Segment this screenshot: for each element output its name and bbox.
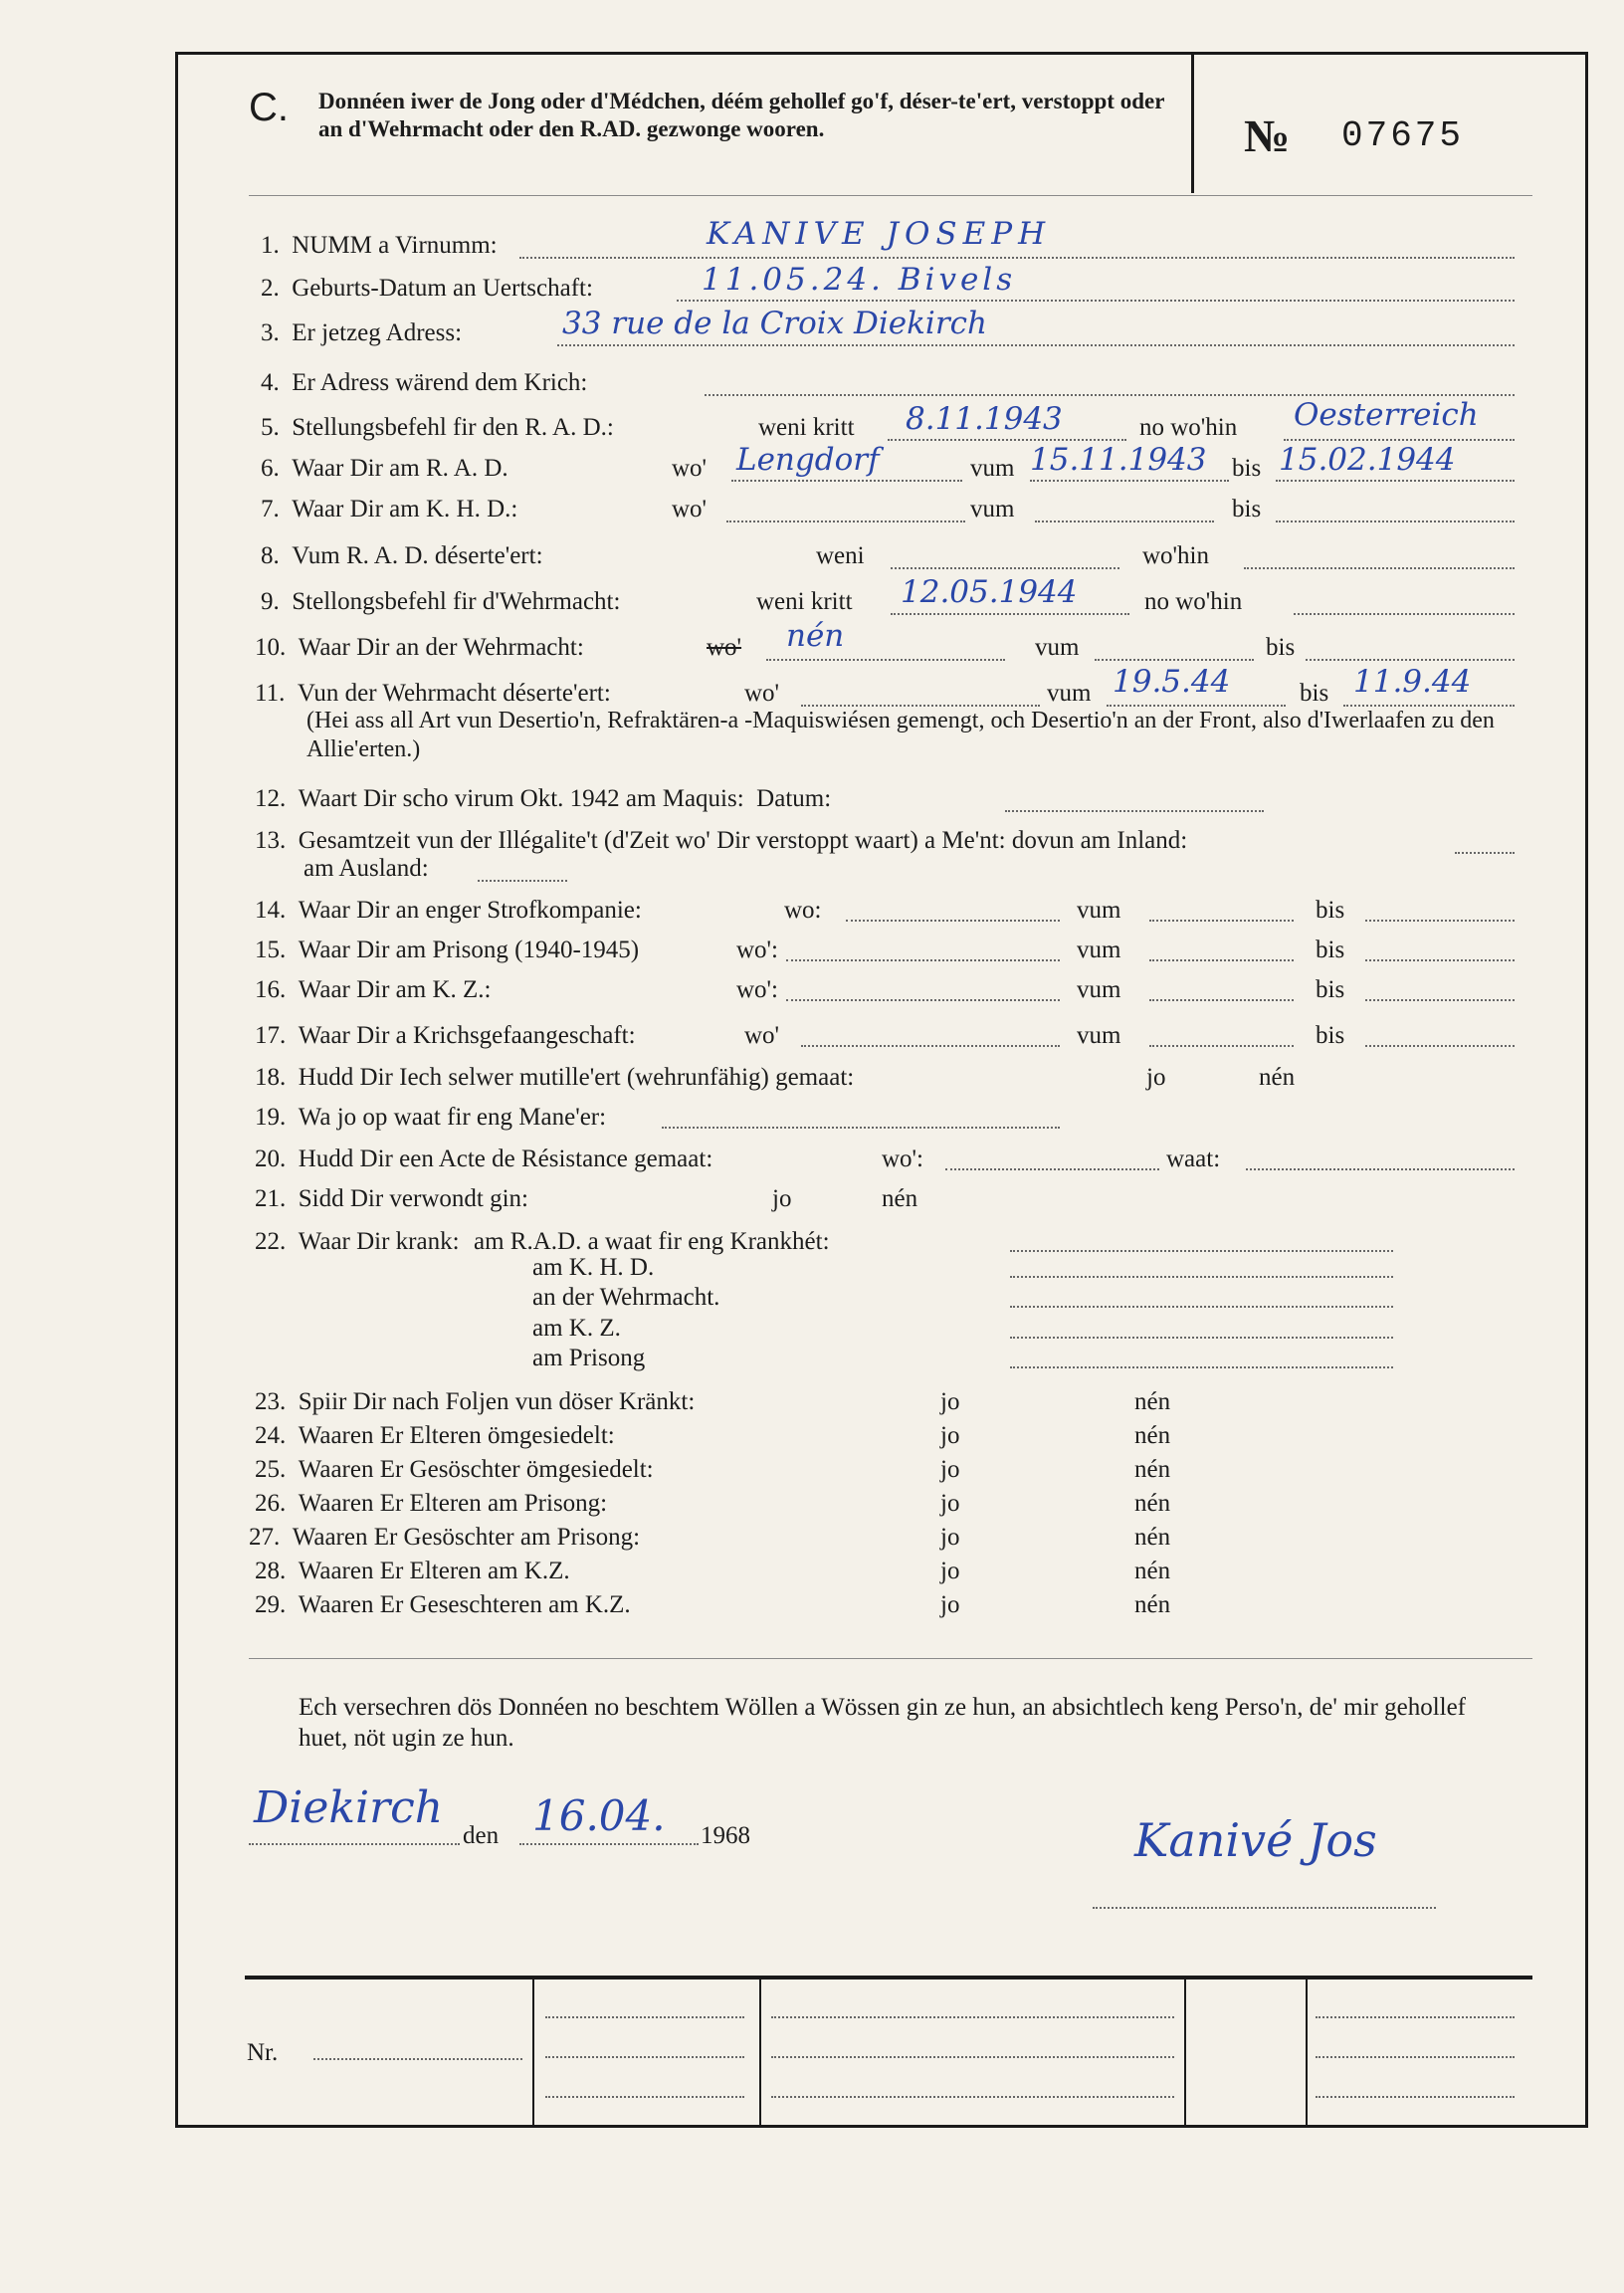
row-5: 5. Stellungsbefehl fir den R. A. D.: bbox=[261, 414, 614, 441]
footer-col-4 bbox=[1306, 1978, 1308, 2125]
number-sign: № bbox=[1244, 110, 1291, 161]
row-23-nen[interactable]: nén bbox=[1134, 1388, 1171, 1415]
row-15-bis-line bbox=[1365, 959, 1515, 961]
row-16: 16. Waar Dir am K. Z.: bbox=[255, 976, 492, 1003]
place-line bbox=[249, 1843, 460, 1845]
row-20: 20. Hudd Dir een Acte de Résistance gemaat: bbox=[255, 1146, 713, 1172]
row-22-line-5 bbox=[1010, 1366, 1393, 1368]
frame-right-border bbox=[1585, 52, 1588, 2128]
number-box-divider bbox=[1191, 52, 1194, 193]
row-22-sub-wehrmacht: an der Wehrmacht. bbox=[532, 1284, 720, 1311]
row-17-wo-label: wo' bbox=[744, 1022, 780, 1049]
row-9-wohin-label: no wo'hin bbox=[1144, 588, 1243, 615]
row-17-vum-line bbox=[1149, 1045, 1294, 1047]
row-25-jo[interactable]: jo bbox=[940, 1456, 960, 1483]
row-16-bis-label: bis bbox=[1316, 976, 1345, 1003]
row-14-vum-label: vum bbox=[1077, 897, 1121, 924]
row-21-jo[interactable]: jo bbox=[772, 1185, 792, 1212]
row-18-jo[interactable]: jo bbox=[1146, 1064, 1166, 1091]
row-17: 17. Waar Dir a Krichsgefaangeschaft: bbox=[255, 1022, 636, 1049]
signature[interactable]: Kanivé Jos bbox=[1134, 1813, 1377, 1867]
row-8-weni-label: weni bbox=[816, 542, 865, 569]
row-22-line-2 bbox=[1010, 1276, 1393, 1278]
row-10: 10. Waar Dir an der Wehrmacht: bbox=[255, 634, 584, 661]
row-8: 8. Vum R. A. D. déserte'ert: bbox=[261, 542, 543, 569]
row-22-line-3 bbox=[1010, 1306, 1393, 1308]
row-7-bis-label: bis bbox=[1232, 496, 1262, 522]
row-5-wohin-line bbox=[1284, 439, 1515, 441]
row-11-bis-label: bis bbox=[1300, 680, 1329, 707]
row-8-weni-line bbox=[891, 567, 1119, 569]
row-24-nen[interactable]: nén bbox=[1134, 1422, 1171, 1449]
section-letter: C. bbox=[249, 86, 289, 129]
row-3-line bbox=[557, 344, 1515, 346]
row-11-vum-label: vum bbox=[1047, 680, 1092, 707]
row-3: 3. Er jetzeg Adress: bbox=[261, 319, 463, 346]
row-21-nen[interactable]: nén bbox=[882, 1185, 918, 1212]
signature-year: 1968 bbox=[701, 1822, 750, 1849]
row-9-weni-line bbox=[891, 613, 1129, 615]
footer-col4-line-2 bbox=[1316, 2056, 1515, 2058]
row-7-bis-line bbox=[1276, 521, 1515, 522]
row-9: 9. Stellongsbefehl fir d'Wehrmacht: bbox=[261, 588, 621, 615]
row-1: 1. NUMM a Virnumm: bbox=[261, 232, 498, 259]
row-28-jo[interactable]: jo bbox=[940, 1558, 960, 1584]
row-6-wo-label: wo' bbox=[672, 455, 708, 482]
row-20-waat-label: waat: bbox=[1166, 1146, 1221, 1172]
row-1-answer[interactable]: KANIVE JOSEPH bbox=[707, 216, 1052, 252]
row-5-weni-label: weni kritt bbox=[758, 414, 855, 441]
row-10-bis-label: bis bbox=[1266, 634, 1296, 661]
row-24-jo[interactable]: jo bbox=[940, 1422, 960, 1449]
form-intro: Donnéen iwer de Jong oder d'Médchen, déém gehollef go'f, déser-te'ert, verstoppt oder an d'Wehrmacht oder den R.AD. gezwonge wooren. bbox=[318, 89, 1165, 141]
row-15-bis-label: bis bbox=[1316, 937, 1345, 963]
row-19: 19. Wa jo op waat fir eng Mane'er: bbox=[255, 1104, 607, 1131]
row-10-wo-answer[interactable]: nén bbox=[786, 618, 845, 654]
row-5-wohin-label: no wo'hin bbox=[1139, 414, 1238, 441]
row-27: 27. Waaren Er Gesöschter am Prisong: bbox=[249, 1524, 641, 1551]
footer-col-1 bbox=[532, 1978, 534, 2125]
row-6: 6. Waar Dir am R. A. D. bbox=[261, 455, 508, 482]
date-line bbox=[519, 1843, 699, 1845]
row-26-nen[interactable]: nén bbox=[1134, 1490, 1171, 1517]
row-22-line-4 bbox=[1010, 1337, 1393, 1339]
row-7-vum-label: vum bbox=[970, 496, 1015, 522]
row-13: 13. Gesamtzeit vun der Illégalite't (d'Zeit wo' Dir verstoppt waart) a Me'nt: dovun am Inland: bbox=[255, 827, 1188, 854]
row-14-wo-label: wo: bbox=[784, 897, 822, 924]
row-8-wohin-label: wo'hin bbox=[1142, 542, 1210, 569]
footer-col-2 bbox=[759, 1978, 761, 2125]
row-10-wo-label: wo' bbox=[707, 634, 742, 661]
footer-col1-line-3 bbox=[545, 2096, 744, 2098]
row-10-bis-line bbox=[1306, 659, 1515, 661]
footer-rule bbox=[245, 1976, 1532, 1980]
row-6-wo-answer[interactable]: Lengdorf bbox=[736, 442, 880, 478]
row-7-wo-label: wo' bbox=[672, 496, 708, 522]
footer-col2-line-1 bbox=[771, 2016, 1174, 2018]
row-15-vum-label: vum bbox=[1077, 937, 1121, 963]
row-23-jo[interactable]: jo bbox=[940, 1388, 960, 1415]
row-7-vum-line bbox=[1035, 521, 1214, 522]
footer-col4-line-3 bbox=[1316, 2096, 1515, 2098]
row-22: 22. Waar Dir krank: bbox=[255, 1228, 460, 1255]
row-14-bis-line bbox=[1365, 920, 1515, 922]
row-2-answer[interactable]: 11.05.24. Bivels bbox=[702, 262, 1017, 298]
footer-col4-line-1 bbox=[1316, 2016, 1515, 2018]
row-3-answer[interactable]: 33 rue de la Croix Diekirch bbox=[562, 306, 987, 341]
row-22-line-1 bbox=[1010, 1250, 1393, 1252]
row-29-nen[interactable]: nén bbox=[1134, 1591, 1171, 1618]
row-15-vum-line bbox=[1149, 959, 1294, 961]
row-4-line bbox=[705, 394, 1515, 396]
signature-place[interactable]: Diekirch bbox=[254, 1782, 444, 1833]
row-1-line bbox=[519, 257, 1515, 259]
row-16-bis-line bbox=[1365, 999, 1515, 1001]
row-2: 2. Geburts-Datum an Uertschaft: bbox=[261, 275, 593, 302]
footer-col2-line-3 bbox=[771, 2096, 1174, 2098]
header-rule bbox=[249, 195, 1532, 196]
row-11-wo-label: wo' bbox=[744, 680, 780, 707]
row-17-bis-label: bis bbox=[1316, 1022, 1345, 1049]
row-18-nen[interactable]: nén bbox=[1259, 1064, 1296, 1091]
signature-line bbox=[1093, 1907, 1436, 1909]
row-17-vum-label: vum bbox=[1077, 1022, 1121, 1049]
row-10-vum-label: vum bbox=[1035, 634, 1080, 661]
row-26: 26. Waaren Er Elteren am Prisong: bbox=[255, 1490, 608, 1517]
row-16-vum-label: vum bbox=[1077, 976, 1121, 1003]
row-10-wo-line bbox=[766, 659, 1005, 661]
frame-bottom-border bbox=[175, 2125, 1588, 2128]
row-22-sub-rad: am R.A.D. a waat fir eng Krankhét: bbox=[474, 1228, 830, 1255]
row-23: 23. Spiir Dir nach Foljen vun döser Kränkt: bbox=[255, 1388, 696, 1415]
row-19-line bbox=[662, 1127, 1060, 1129]
signature-den-label: den bbox=[463, 1822, 500, 1849]
row-13-ausland-line bbox=[478, 880, 567, 882]
row-11: 11. Vun der Wehrmacht déserte'ert: bbox=[255, 680, 611, 707]
declaration-rule bbox=[249, 1658, 1532, 1659]
row-7-wo-line bbox=[726, 521, 965, 522]
row-10-vum-line bbox=[1095, 659, 1254, 661]
row-5-wohin-answer[interactable]: Oesterreich bbox=[1294, 397, 1479, 433]
row-5-weni-answer[interactable]: 8.11.1943 bbox=[906, 401, 1063, 437]
footer-nr-line[interactable] bbox=[313, 2058, 522, 2060]
row-14-wo-line bbox=[846, 920, 1060, 922]
row-18: 18. Hudd Dir Iech selwer mutille'ert (wehrunfähig) gemaat: bbox=[255, 1064, 855, 1091]
footer-col2-line-2 bbox=[771, 2056, 1174, 2058]
row-15: 15. Waar Dir am Prisong (1940-1945) bbox=[255, 937, 640, 963]
row-2-line bbox=[677, 300, 1515, 302]
row-6-bis-answer[interactable]: 15.02.1944 bbox=[1279, 442, 1456, 478]
row-6-vum-line bbox=[1030, 480, 1229, 482]
row-17-wo-line bbox=[801, 1045, 1060, 1047]
row-6-vum-label: vum bbox=[970, 455, 1015, 482]
row-24: 24. Waaren Er Elteren ömgesiedelt: bbox=[255, 1422, 615, 1449]
row-15-wo-line bbox=[786, 959, 1060, 961]
row-20-wo-label: wo': bbox=[882, 1146, 924, 1172]
row-20-waat-line bbox=[1246, 1168, 1515, 1170]
row-22-sub-khd: am K. H. D. bbox=[532, 1254, 655, 1281]
row-29: 29. Waaren Er Geseschteren am K.Z. bbox=[255, 1591, 631, 1618]
row-7: 7. Waar Dir am K. H. D.: bbox=[261, 496, 518, 522]
row-9-weni-answer[interactable]: 12.05.1944 bbox=[901, 574, 1078, 610]
row-25-nen[interactable]: nén bbox=[1134, 1456, 1171, 1483]
footer-col-3 bbox=[1184, 1978, 1186, 2125]
row-17-bis-line bbox=[1365, 1045, 1515, 1047]
row-4: 4. Er Adress wärend dem Krich: bbox=[261, 369, 588, 396]
row-22-sub-prisong: am Prisong bbox=[532, 1345, 646, 1371]
row-6-wo-line bbox=[731, 480, 962, 482]
row-27-nen[interactable]: nén bbox=[1134, 1524, 1171, 1551]
footer-col1-line-1 bbox=[545, 2016, 744, 2018]
row-5-weni-line bbox=[888, 439, 1126, 441]
signature-date[interactable]: 16.04. bbox=[532, 1791, 666, 1840]
form-number: 07675 bbox=[1341, 115, 1465, 156]
row-9-wohin-line bbox=[1294, 613, 1515, 615]
row-26-jo[interactable]: jo bbox=[940, 1490, 960, 1517]
row-15-wo-label: wo': bbox=[736, 937, 779, 963]
row-9-weni-label: weni kritt bbox=[756, 588, 853, 615]
row-16-vum-line bbox=[1149, 999, 1294, 1001]
row-16-wo-line bbox=[786, 999, 1060, 1001]
row-20-wo-line bbox=[945, 1168, 1159, 1170]
row-6-bis-label: bis bbox=[1232, 455, 1262, 482]
row-28-nen[interactable]: nén bbox=[1134, 1558, 1171, 1584]
row-16-wo-label: wo': bbox=[736, 976, 779, 1003]
frame-left-border bbox=[175, 52, 178, 2128]
row-13-inland-line bbox=[1455, 852, 1515, 854]
row-6-vum-answer[interactable]: 15.11.1943 bbox=[1030, 442, 1207, 478]
row-12-line bbox=[1005, 810, 1264, 812]
row-14-bis-label: bis bbox=[1316, 897, 1345, 924]
declaration-text: Ech versechren dös Donnéen no beschtem Wöllen a Wössen gin ze hun, an absichtlech keng Perso'n, de' mir gehollef huet, nöt ugin ze hun. bbox=[299, 1694, 1467, 1752]
row-22-sub-kz: am K. Z. bbox=[532, 1315, 621, 1342]
frame-top-border bbox=[175, 52, 1588, 55]
row-6-bis-line bbox=[1276, 480, 1515, 482]
row-8-wohin-line bbox=[1244, 567, 1515, 569]
row-11-note: (Hei ass all Art vun Desertio'n, Refraktären-a -Maquiswiésen gemengt, och Desertio'n an der Front, also d'Iwerlaafen zu den Allie'erten.) bbox=[306, 708, 1495, 762]
footer-col1-line-2 bbox=[545, 2056, 744, 2058]
row-28: 28. Waaren Er Elteren am K.Z. bbox=[255, 1558, 570, 1584]
row-14-vum-line bbox=[1149, 920, 1294, 922]
footer-nr-label: Nr. bbox=[247, 2039, 279, 2066]
row-14: 14. Waar Dir an enger Strofkompanie: bbox=[255, 897, 642, 924]
row-12: 12. Waart Dir scho virum Okt. 1942 am Maquis: Datum: bbox=[255, 785, 832, 812]
row-11-bis-answer[interactable]: 11.9.44 bbox=[1353, 664, 1472, 700]
row-13-ausland-label: am Ausland: bbox=[304, 855, 429, 882]
row-27-jo[interactable]: jo bbox=[940, 1524, 960, 1551]
row-25: 25. Waaren Er Gesöschter ömgesiedelt: bbox=[255, 1456, 654, 1483]
row-29-jo[interactable]: jo bbox=[940, 1591, 960, 1618]
row-21: 21. Sidd Dir verwondt gin: bbox=[255, 1185, 528, 1212]
row-11-vum-answer[interactable]: 19.5.44 bbox=[1113, 664, 1231, 700]
